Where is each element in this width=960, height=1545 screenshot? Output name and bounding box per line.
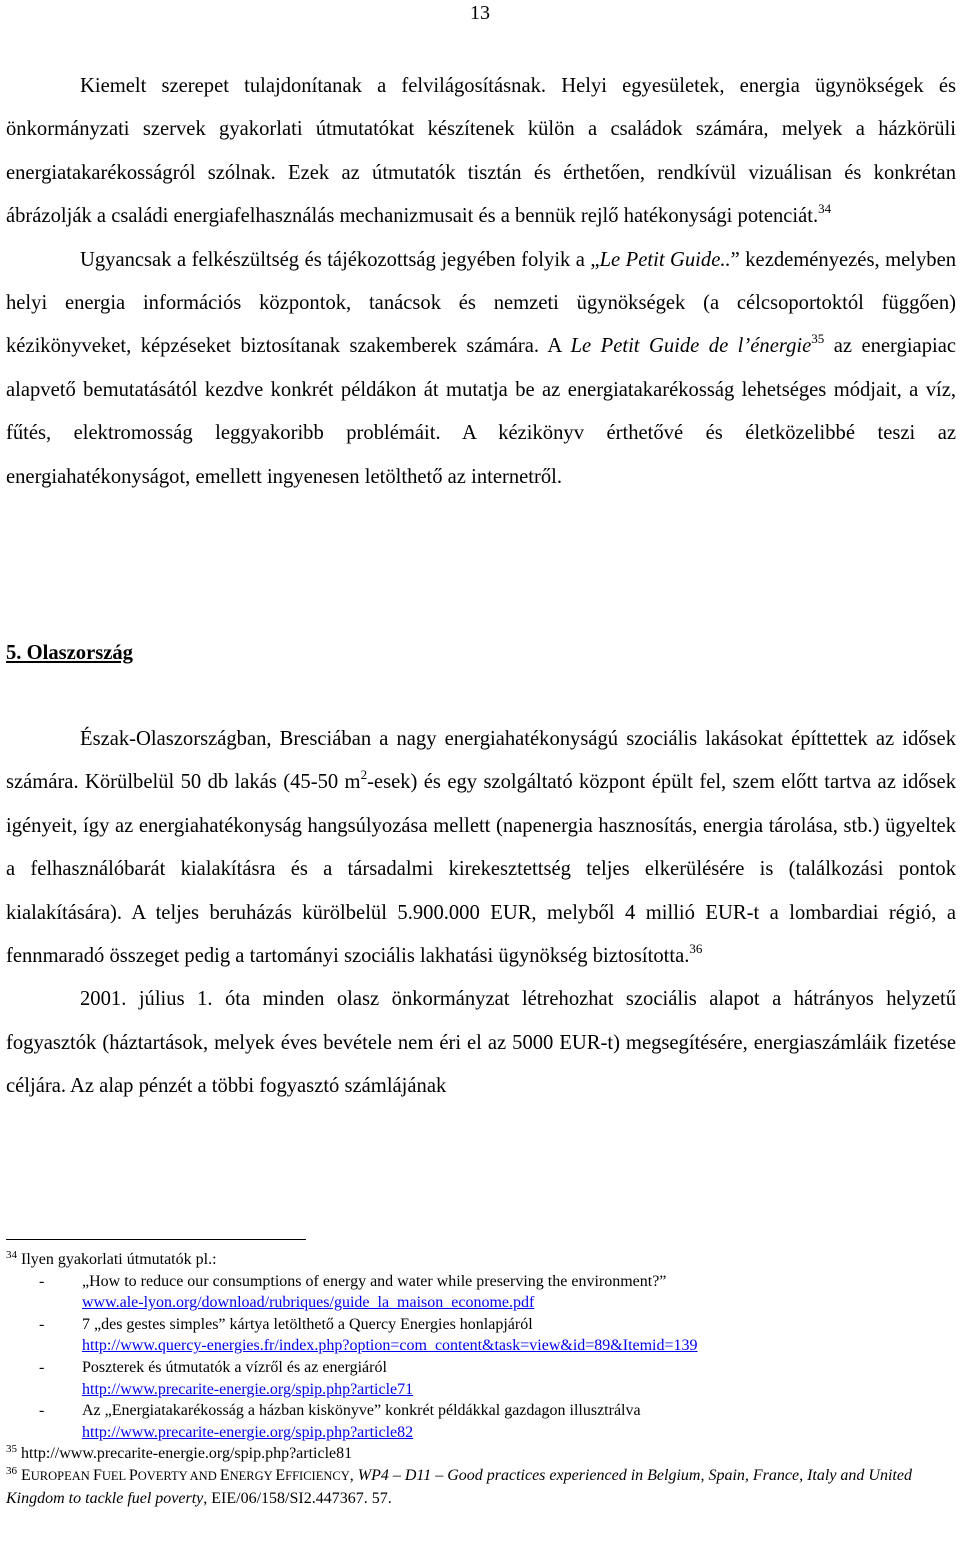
smallcap-initial: E: [219, 1466, 230, 1484]
footnote-text: , EIE/06/158/SI2.447367. 57.: [203, 1489, 392, 1507]
footnote-number: 34: [6, 1249, 17, 1261]
report-title: WP4 – D11 – Good practices experienced in Belgium, Spain, France, Italy and United Kingdom to tackle fuel poverty: [6, 1466, 912, 1507]
footnote-35: [6, 1443, 956, 1465]
paragraph-le-petit-guide: [6, 239, 956, 499]
smallcap-rest: NERGY: [229, 1468, 276, 1483]
title-le-petit-guide-de-lenergie: Le Petit Guide de l’énergie: [570, 335, 812, 358]
main-text-top: [6, 65, 956, 499]
superscript-square: 2: [360, 767, 368, 783]
smallcap-initial: E: [275, 1466, 286, 1484]
smallcap-rest: UEL: [101, 1468, 129, 1483]
paragraph-text: Ugyancsak a felkészültség és tájékozottság jegyében folyik a „: [80, 248, 600, 271]
smallcap-rest: FFICIENCY: [285, 1468, 350, 1483]
footnote-list-item: [6, 1357, 956, 1400]
paragraph-text: az energiapiac alapvető bemutatásától kezdve konkrét példákon át mutatja be az energiatakarékosság lehetséges módjait, a víz, fűtés, elektromosság leggyakoribb problémáit. A kézikönyv érthetővé és életközelibbé teszi az energiahatékonyságot, emellett ingyenesen letölthető az internetről.: [6, 335, 956, 488]
footnote-ref-36[interactable]: 36: [689, 941, 703, 957]
paragraph-awareness: [6, 65, 956, 239]
paragraph-brescia: [6, 718, 956, 978]
paragraph-social-fund: [6, 978, 956, 1108]
footnote-separator: [6, 1239, 306, 1240]
dash-marker: -: [39, 1358, 45, 1376]
footnote-text: Ilyen gyakorlati útmutatók pl.:: [21, 1251, 217, 1268]
url-link[interactable]: http://www.precarite-energie.org/spip.php?article71: [82, 1380, 414, 1398]
list-item-text: „How to reduce our consumptions of energy and water while preserving the environment?”: [82, 1272, 667, 1290]
title-le-petit-guide: Le Petit Guide..: [599, 248, 731, 271]
url-link[interactable]: http://www.quercy-energies.fr/index.php?option=com_content&task=view&id=89&Itemid=139: [82, 1337, 698, 1355]
dash-marker: -: [39, 1272, 45, 1290]
smallcap-initial: P: [128, 1466, 138, 1484]
smallcap-rest: OVERTY AND: [137, 1468, 220, 1483]
list-item-text: Az „Energiatakarékosság a házban kiskönyve” konkrét példákkal gazdagon illusztrálva: [82, 1402, 641, 1420]
footnote-number: 36: [6, 1464, 17, 1477]
section-heading: 5. Olaszország: [6, 642, 133, 664]
smallcap-rest: UROPEAN: [30, 1468, 93, 1483]
paragraph-text: 2001. július 1. óta minden olasz önkormányzat létrehozhat szociális alapot a hátrányos helyzetű fogyasztók (háztartások, melyek éves bevétele nem éri el az 5000 EUR-t) megsegítésére, energiaszámláik fizetése céljára. Az alap pénzét a többi fogyasztó számlájának: [6, 988, 956, 1098]
url-link[interactable]: http://www.precarite-energie.org/spip.php?article82: [82, 1423, 414, 1441]
footnote-36: [6, 1465, 956, 1509]
footnote-list-item: [6, 1271, 956, 1314]
project-name-smallcaps: [21, 1467, 350, 1484]
paragraph-text: Kiemelt szerepet tulajdonítanak a felvilágosításnak. Helyi egyesületek, energia ügynökségek és önkormányzati szervek gyakorlati útmutatókat készítenek külön a családok számára, melyek a házkörüli energiatakarékosságról szólnak. Ezek az útmutatók tisztán és érthetően, rendkívül vizuálisan és konkrétan ábrázolják a családi energiafelhasználás mechanizmusait és a bennük rejlő hatékonysági potenciát.: [6, 75, 956, 228]
paragraph-text: ” kezdeményezés, melyben helyi energia információs központok, tanácsok és nemzeti ügynökségek (a célcsoportoktól függően) kézikönyveket, képzéseket biztosítanak szakemberek számára. A: [6, 248, 957, 358]
footnote-ref-35[interactable]: 35: [811, 331, 825, 347]
footnote-text: http://www.precarite-energie.org/spip.php?article81: [21, 1445, 353, 1463]
smallcap-initial: F: [92, 1466, 102, 1484]
url-link[interactable]: www.ale-lyon.org/download/rubriques/guide_la_maison_econome.pdf: [82, 1294, 535, 1312]
list-item-text: 7 „des gestes simples” kártya letölthető a Quercy Energies honlapjáról: [82, 1315, 533, 1333]
footnote-text: ,: [349, 1466, 358, 1484]
footnote-ref-34[interactable]: 34: [818, 201, 832, 217]
page-number: 13: [470, 2, 490, 24]
main-text-bottom: [6, 718, 956, 1109]
list-item-text: Poszterek és útmutatók a vízről és az energiáról: [82, 1358, 387, 1376]
dash-marker: -: [39, 1402, 45, 1420]
paragraph-text: -esek) és egy szolgáltató központ épült fel, szem előtt tartva az idősek igényeit, így az energiahatékonyság hangsúlyozása mellett (napenergia hasznosítás, energia tárolása, stb.) ügyeltek a felhasználóbarát kialakításra és a társadalmi kirekesztettség teljes elkerülésére is (találkozási pontok kialakítására). A teljes beruházás kürölbelül 5.900.000 EUR, melyből 4 millió EUR-t a lombardiai régió, a fennmaradó összeget pedig a tartományi szociális lakhatási ügynökség biztosította.: [6, 771, 956, 968]
footnote-list-item: [6, 1314, 956, 1357]
footnotes: [6, 1249, 956, 1509]
paragraph-text: Észak-Olaszországban, Bresciában a nagy energiahatékonyságú szociális lakásokat építtettek az idősek számára. Körülbelül 50 db lakás (45-50 m: [6, 728, 956, 794]
footnote-number: 35: [6, 1443, 17, 1456]
footnote-34: [6, 1249, 956, 1271]
smallcap-initial: E: [21, 1466, 31, 1484]
dash-marker: -: [39, 1315, 45, 1333]
footnote-list-item: [6, 1400, 956, 1443]
